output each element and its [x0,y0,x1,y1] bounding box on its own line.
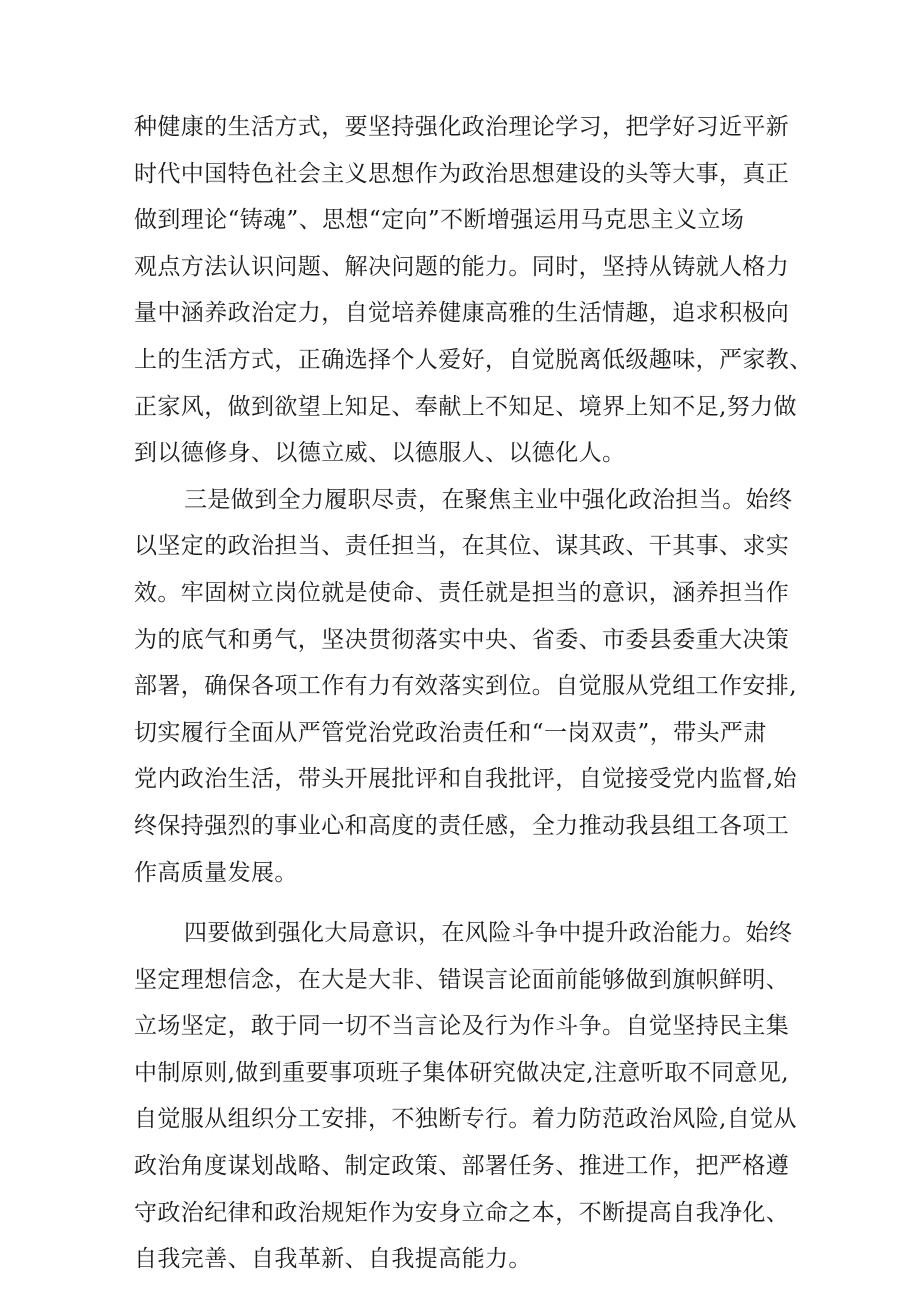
paragraph-line: 种健康的生活方式，要坚持强化政治理论学习，把学好习近平新 [134,114,790,140]
paragraph-line: 政治角度谋划战略、制定政策、部署任务、推进工作，把严格遵 [134,1153,790,1180]
paragraph-continuation [134,104,813,477]
paragraph-first-line: 三是做到全力履职尽责，在聚焦主业中强化政治担当。始终 [184,486,793,513]
paragraph-line: 自我完善、自我革新、自我提高能力。 [134,1246,532,1273]
paragraph-line: 自觉服从组织分工安排，不独断专行。着力防范政治风险,自觉从 [134,1106,797,1133]
paragraph-line: 到以德修身、以德立威、以德服人、以德化人。 [134,440,626,467]
paragraph-line: 切实履行全面从严管党治党政治责任和“一岗双责”，带头严肃 [134,719,767,746]
paragraph-first-line: 四要做到强化大局意识，在风险斗争中提升政治能力。始终 [184,920,793,947]
paragraph-line: 作高质量发展。 [134,859,298,886]
document-body [134,104,813,1283]
paragraph-line: 效。牢固树立岗位就是使命、责任就是担当的意识，涵养担当作 [134,579,790,606]
paragraph-line: 坚定理想信念，在大是大非、错误言论面前能够做到旗帜鲜明、 [134,966,790,993]
paragraph-line: 以坚定的政治担当、责任担当，在其位、谋其政、干其事、求实 [134,533,790,560]
paragraph-line: 正家风，做到欲望上知足、奉献上不知足、境界上知不足,努力做 [134,393,797,420]
paragraph-line: 时代中国特色社会主义思想作为政治思想建设的头等大事，真正 [134,160,790,187]
paragraph-section-three [134,477,798,896]
paragraph-line: 做到理论“铸魂”、思想“定向”不断增强运用马克思主义立场 [134,207,745,234]
paragraph-line: 部署，确保各项工作有力有效落实到位。自觉服从党组工作安排, [134,673,797,700]
paragraph-line: 上的生活方式，正确选择个人爱好，自觉脱离低级趣味，严家教、 [134,346,813,373]
paragraph-line: 守政治纪律和政治规矩作为安身立命之本，不断提高自我净化、 [134,1199,790,1226]
paragraph-line: 党内政治生活，带头开展批评和自我批评，自觉接受党内监督,始 [134,766,797,793]
paragraph-line: 中制原则,做到重要事项班子集体研究做决定,注意听取不同意见, [134,1059,789,1086]
paragraph-line: 为的底气和勇气，坚决贯彻落实中央、省委、市委县委重大决策 [134,626,790,653]
paragraph-line: 观点方法认识问题、解决问题的能力。同时，坚持从铸就人格力 [134,253,790,280]
paragraph-line: 立场坚定，敢于同一切不当言论及行为作斗争。自觉坚持民主集 [134,1013,790,1040]
paragraph-line: 终保持强烈的事业心和高度的责任感，全力推动我县组工各项工 [134,812,790,839]
paragraph-section-four [134,910,798,1283]
paragraph-line: 量中涵养政治定力，自觉培养健康高雅的生活情趣，追求积极向 [134,300,790,327]
